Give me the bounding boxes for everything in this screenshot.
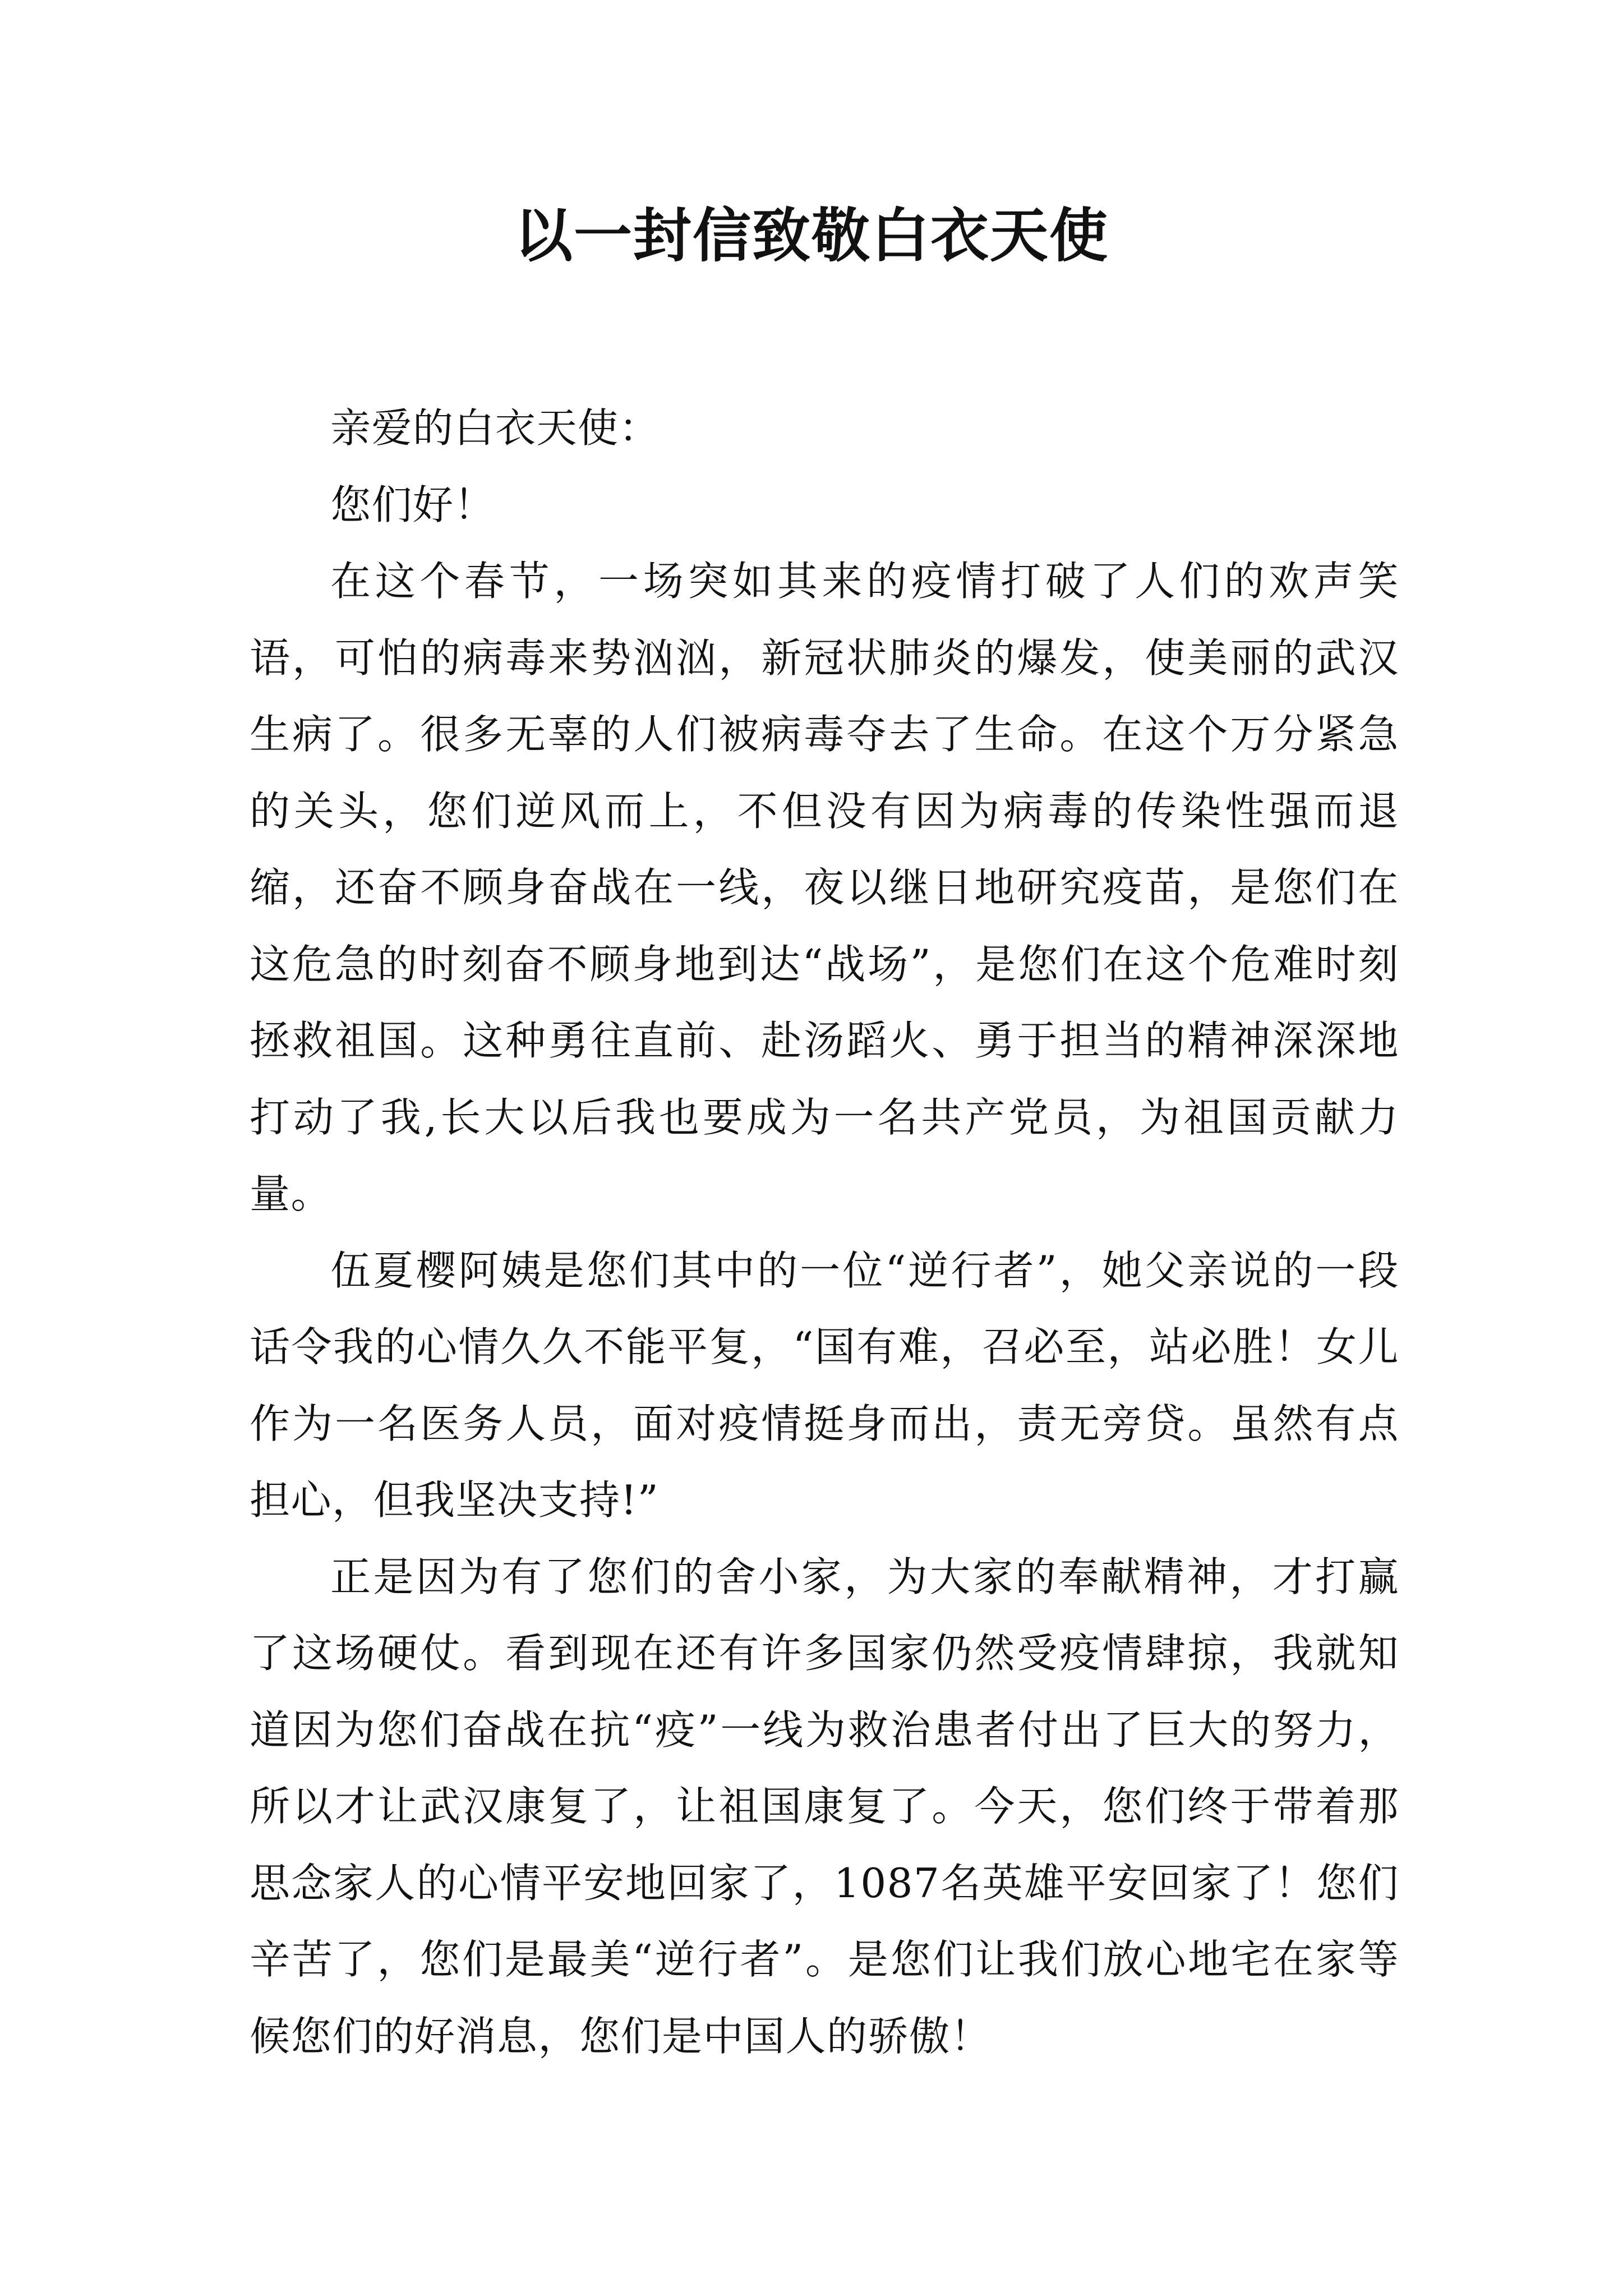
document-title: 以一封信致敬白衣天使 (514, 201, 1109, 270)
letter-body (250, 390, 1399, 2074)
salutation: 亲爱的白衣天使： (330, 404, 661, 452)
paragraph-3: 正是因为有了您们的舍小家，为大家的奉献精神，才打赢了这场硬仗。看到现在还有许多国家仍然受疫情肆掠，我就知道因为您们奋战在抗“疫”一线为救治患者付出了巨大的努力，所以才让武汉康复了，让祖国康复了。今天，您们终于带着那思念家人的心情平安地回家了，1087名英雄平安回家了！您们辛苦了，您们是最美“逆行者”。是您们让我们放心地宅在家等候您们的好消息，您们是中国人的骄傲！ (250, 1553, 1399, 2060)
paragraph-2: 伍夏樱阿姨是您们其中的一位“逆行者”，她父亲说的一段话令我的心情久久不能平复，“国有难，召必至，站必胜！女儿作为一名医务人员，面对疫情挺身而出，责无旁贷。虽然有点担心，但我坚决支持!” (250, 1246, 1399, 1524)
greeting: 您们好！ (330, 481, 496, 528)
paragraph-1: 在这个春节，一场突如其来的疫情打破了人们的欢声笑语，可怕的病毒来势汹汹，新冠状肺炎的爆发，使美丽的武汉生病了。很多无辜的人们被病毒夺去了生命。在这个万分紧急的关头，您们逆风而上，不但没有因为病毒的传染性强而退缩，还奋不顾身奋战在一线，夜以继日地研究疫苗，是您们在这危急的时刻奋不顾身地到达“战场”，是您们在这个危难时刻拯救祖国。这种勇往直前、赴汤蹈火、勇于担当的精神深深地打动了我,长大以后我也要成为一名共产党员，为祖国贡献力量。 (250, 558, 1399, 1217)
